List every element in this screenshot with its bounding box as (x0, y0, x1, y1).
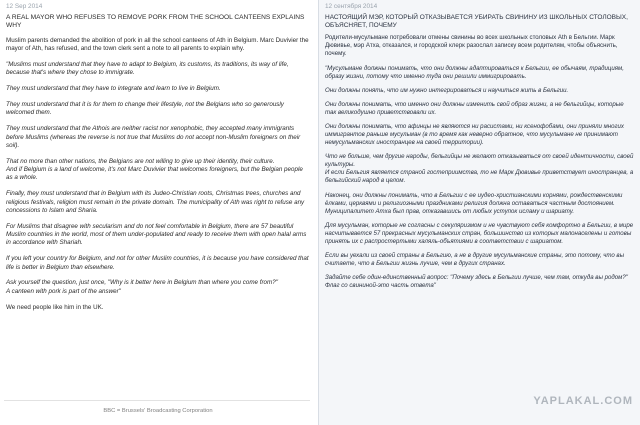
article-title: A REAL MAYOR WHO REFUSES TO REMOVE PORK FROM THE SCHOOL CANTEENS EXPLAINS WHY (6, 14, 305, 30)
article-paragraph: Если вы уехали из своей страны в Бельгию, а не в другие мусульманские страны, это потому, что вы считаете, что в Бельгии жизнь лучше, чем в других странах. (325, 251, 625, 267)
article-paragraph: For Muslims that disagree with secularism and do not feel comfortable in Belgium, there are 57 beautiful Muslim countries in the world, most of them under-populated and ready to receive them with open halal arms in accordance with Shariah. (6, 222, 307, 247)
article-paragraph: They must understand that they have to integrate and learn to live in Belgium. (6, 85, 221, 93)
article-body (0, 11, 316, 312)
footer-divider (4, 400, 310, 401)
article-paragraph: Что не больше, чем другие народы, бельгийцы не желают отказываться от своей идентичности, своей культуры. И если Бельгия является страной гостеприимства, то не Марк Дювивье приветствует иностранцев, а бельгийский народ в целом. (325, 153, 634, 185)
english-article-panel (0, 0, 316, 425)
article-paragraph: They must understand that the Athois are neither racist nor xenophobic, they accepted many immigrants before Muslims (whereas the reverse is not true that Muslims do not accept non-Muslim foreigners on their soil). (6, 125, 301, 149)
article-body (319, 11, 640, 290)
article-date: 12 Sep 2014 (6, 3, 43, 10)
article-paragraph: Они должны понять, что им нужно интегрироваться и научиться жить в Бельгии. (325, 86, 569, 94)
article-paragraph: Задайте себе один-единственный вопрос: "Почему здесь в Бельгии лучше, чем там, откуда вы родом?" Флаг со свининой-это часть ответа" (325, 274, 628, 290)
russian-article-panel (318, 0, 640, 425)
article-paragraph: "Мусульмане должны понимать, что они должны адаптироваться к Бельгии, ее обычаям, традициям, образу жизни, потому что именно туда они решили иммигрировать. (325, 64, 624, 80)
article-paragraph: If you left your country for Belgium, and not for other Muslim countries, it is because you have considered that life is better in Belgium than elsewhere. (6, 255, 309, 271)
article-title: НАСТОЯЩИЙ МЭР, КОТОРЫЙ ОТКАЗЫВАЕТСЯ УБИРАТЬ СВИНИНУ ИЗ ШКОЛЬНЫХ СТОЛОВЫХ, ОБЪЯСНЯЕТ, ПОЧЕМУ (325, 14, 628, 30)
article-paragraph: Ask yourself the question, just once, "Why is it better here in Belgium than where you come from?" A canteen with pork is part of the answer" (6, 279, 278, 295)
article-footer: BBC = Brussels' Broadcasting Corporation (103, 408, 213, 414)
article-paragraph: That no more than other nations, the Belgians are not willing to give up their identity, their culture. And if Belgium is a land of welcome, it's not Marc Duvivier that welcomes foreigners, but the Belgian people as a whole. (6, 157, 303, 182)
article-paragraph: Наконец, они должны понимать, что в Бельгии с ее иудео-христианскими корнями, рождественскими ёлками, церквями и религиозными праздниками религия должна оставаться частным достоянием. Муниципалитет Атха был прав, отказавшись от любых уступок исламу и шариату. (325, 191, 623, 215)
article-paragraph: Finally, they must understand that in Belgium with its Judeo-Christian roots, Christmas trees, churches and religious festivals, religion must remain in the private domain. The municipality of Ath was right to refuse any concessions to Islam and Sharia. (6, 190, 305, 214)
article-paragraph: Они должны понимать, что афинцы не являются ни расистами, ни ксенофобами, они приняли многих иммигрантов раньше мусульман (в то время как неверно обратное, что мусульмане не принимают немусульманских иностранцев на своей территории). (325, 123, 624, 147)
site-watermark: YAPLAKAL.COM (533, 395, 633, 407)
article-paragraph: They must understand that it is for them to change their lifestyle, not the Belgians who so generously welcomed them. (6, 101, 284, 117)
article-intro: Родители-мусульмане потребовали отмены свинины во всех школьных столовых Ath в Бельгии. Марк Дювивье, мэр Атха, отказался, и городской клерк разослал записку всем родителям, чтобы объяснить, почему. (325, 34, 618, 58)
article-intro: Muslim parents demanded the abolition of pork in all the school canteens of Ath in Belgium. Marc Duvivier the mayor of Ath, has refused, and the town clerk sent a note to all parents to explain why. (6, 36, 309, 53)
article-closing-line: We need people like him in the UK. (6, 303, 104, 311)
article-date: 12 сентября 2014 (325, 3, 378, 10)
article-paragraph: "Muslims must understand that they have to adapt to Belgium, its customs, its traditions, its way of life, because that's where they chose to immigrate. (6, 61, 289, 77)
article-paragraph: Для мусульман, которые не согласны с секуляризмом и не чувствуют себя комфортно в Бельгии, в мире насчитывается 57 прекрасных мусульманских стран, большинство из которых малонаселены и готовы принять их с распростертыми халяль-объятиями в соответствии с шариатом. (325, 221, 634, 245)
article-paragraph: Они должны понимать, что именно они должны изменить свой образ жизни, а не бельгийцы, которые так великодушно приветствовали их. (325, 100, 624, 116)
